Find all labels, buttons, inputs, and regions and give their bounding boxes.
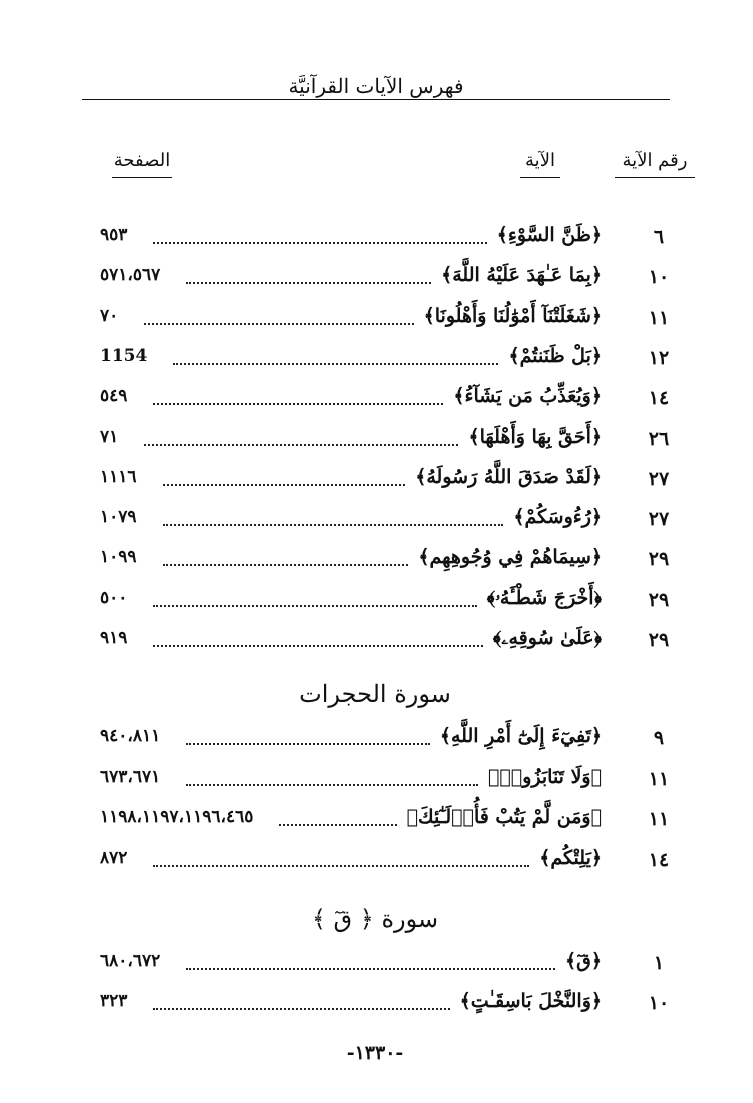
leader-dots	[279, 824, 396, 826]
index-row	[100, 303, 700, 333]
index-row	[100, 988, 700, 1018]
column-header-ayah-number: رقم الآية	[615, 150, 695, 178]
ayah-number: ٦	[653, 226, 665, 248]
column-header-page: الصفحة	[112, 150, 172, 178]
leader-dots	[173, 363, 498, 365]
ayah-text: ﴿عَلَىٰ سُوقِهِۦ﴾	[492, 627, 602, 649]
leader-dots	[144, 444, 458, 446]
ayah-text: ﴿يَلِتْكُم﴾	[539, 846, 602, 869]
ayah-number: ١٤	[648, 848, 670, 871]
index-row	[100, 585, 700, 615]
page-references: ٩٥٣	[100, 225, 128, 245]
column-header-ayah: الآية	[520, 150, 560, 178]
index-row	[100, 804, 700, 834]
ayah-number: ٢٩	[648, 548, 670, 571]
leader-dots	[153, 605, 476, 607]
leader-dots	[163, 484, 406, 486]
ayah-text: ﴿وَيُعَذِّبُ مَن يَشَآءُ﴾	[453, 385, 602, 408]
ayah-number: ١٠	[648, 266, 670, 289]
index-row	[100, 464, 700, 494]
page-references: ٥٤٩	[100, 386, 128, 407]
ayah-text: ﴿ظَنَّ السَّوْءِ﴾	[496, 224, 602, 246]
index-row	[100, 383, 700, 413]
index-row	[100, 504, 700, 534]
ayah-text: ﴿بَلْ ظَنَنتُمْ﴾	[508, 344, 602, 367]
page-references: ٩٤٠،٨١١	[100, 726, 161, 746]
index-row	[100, 424, 700, 454]
ayah-number: ١١	[648, 808, 670, 830]
leader-dots	[186, 784, 478, 786]
page-references: ٣٢٣	[100, 991, 128, 1011]
leader-dots	[186, 968, 555, 970]
index-row	[100, 343, 700, 373]
ayah-number: ٢٩	[648, 629, 670, 651]
ayah-text: ﴿لَقَدْ صَدَقَ اللَّهُ رَسُولَهُ﴾	[415, 465, 602, 488]
page-references: ٥٠٠	[100, 587, 128, 608]
page-references: 1154	[100, 345, 148, 366]
ayah-number: ٩	[653, 727, 665, 749]
surah-title-al-hujurat: سورة الحجرات	[299, 680, 451, 708]
ayah-text: ﴿وَالنَّخْلَ بَاسِقَـٰتٍ﴾	[459, 990, 602, 1012]
page-references: ٩١٩	[100, 628, 128, 648]
ayah-number: ١	[653, 952, 665, 974]
ayah-number: ١٠	[648, 992, 670, 1014]
page-references: ١٠٩٩	[100, 547, 137, 568]
ayah-number: ٢٦	[648, 427, 670, 450]
ayah-text: ﴿أَحَقَّ بِهَا وَأَهْلَهَا﴾	[468, 425, 602, 448]
ayah-number: ١١	[648, 306, 670, 329]
page-references: ٥٧١،٥٦٧	[100, 265, 161, 286]
ayah-number: ١٤	[648, 387, 670, 410]
running-head: فهرس الآيات القرآنيَّة	[288, 74, 464, 98]
page-references: ٧٠	[100, 305, 119, 326]
page-number: -١٣٣٠-	[346, 1042, 404, 1064]
index-row	[100, 948, 700, 978]
ayah-text: ﴿تَفِيٓءَ إِلَىٰٓ أَمْرِ اللَّهِ﴾	[439, 725, 602, 747]
leader-dots	[153, 1008, 449, 1010]
ayah-number: ١٢	[648, 346, 670, 369]
leader-dots	[153, 403, 443, 405]
ayah-text: ﴿وَمَن لَّمْ يَتُبْ فَأُو۟لَـٰٓئِكَ﴾	[406, 806, 602, 828]
ayah-text: ﴿قٓ﴾	[564, 950, 602, 972]
index-row	[100, 544, 700, 574]
index-row	[100, 625, 700, 655]
page-references: ٦٨٠،٦٧٢	[100, 951, 161, 971]
ayah-number: ٢٩	[648, 588, 670, 611]
page-references: ٧١	[100, 426, 119, 447]
leader-dots	[153, 865, 529, 867]
leader-dots	[163, 524, 504, 526]
index-row	[100, 222, 700, 252]
leader-dots	[163, 564, 409, 566]
leader-dots	[186, 282, 431, 284]
ayah-number: ٢٧	[648, 467, 670, 490]
ayah-number: ٢٧	[648, 508, 670, 531]
ayah-text: ﴿شَغَلَتْنَآ أَمْوَٰلُنَا وَأَهْلُونَا﴾	[423, 304, 602, 327]
page-references: ١٠٧٩	[100, 507, 137, 528]
ayah-text: ﴿وَلَا تَنَابَزُوا۟﴾	[488, 765, 602, 788]
ayah-number: ١١	[648, 767, 670, 790]
index-row	[100, 845, 700, 875]
index-row	[100, 723, 700, 753]
page-references: ١١١٦	[100, 466, 137, 487]
leader-dots	[144, 323, 413, 325]
index-row	[100, 262, 700, 292]
ayah-text: ﴿أَخْرَجَ شَطْـَٔهُۥ﴾	[486, 586, 602, 609]
leader-dots	[186, 743, 430, 745]
page-references: ٦٧٣،٦٧١	[100, 766, 161, 787]
header-rule	[82, 99, 670, 100]
page-references: ٨٧٢	[100, 847, 128, 868]
ayah-text: ﴿بِمَا عَـٰهَدَ عَلَيْهُ اللَّهَ﴾	[441, 264, 602, 287]
leader-dots	[153, 645, 482, 647]
surah-title-qaf: سورة ﴿ قٓ ﴾	[311, 905, 439, 933]
page-references: ١١٩٨،١١٩٧،١١٩٦،٤٦٥	[100, 807, 254, 827]
index-row	[100, 764, 700, 794]
ayah-text: ﴿سِيمَاهُمْ فِي وُجُوهِهِم﴾	[418, 546, 602, 569]
leader-dots	[153, 242, 486, 244]
ayah-text: ﴿رُءُوسَكُمْ﴾	[513, 506, 602, 529]
